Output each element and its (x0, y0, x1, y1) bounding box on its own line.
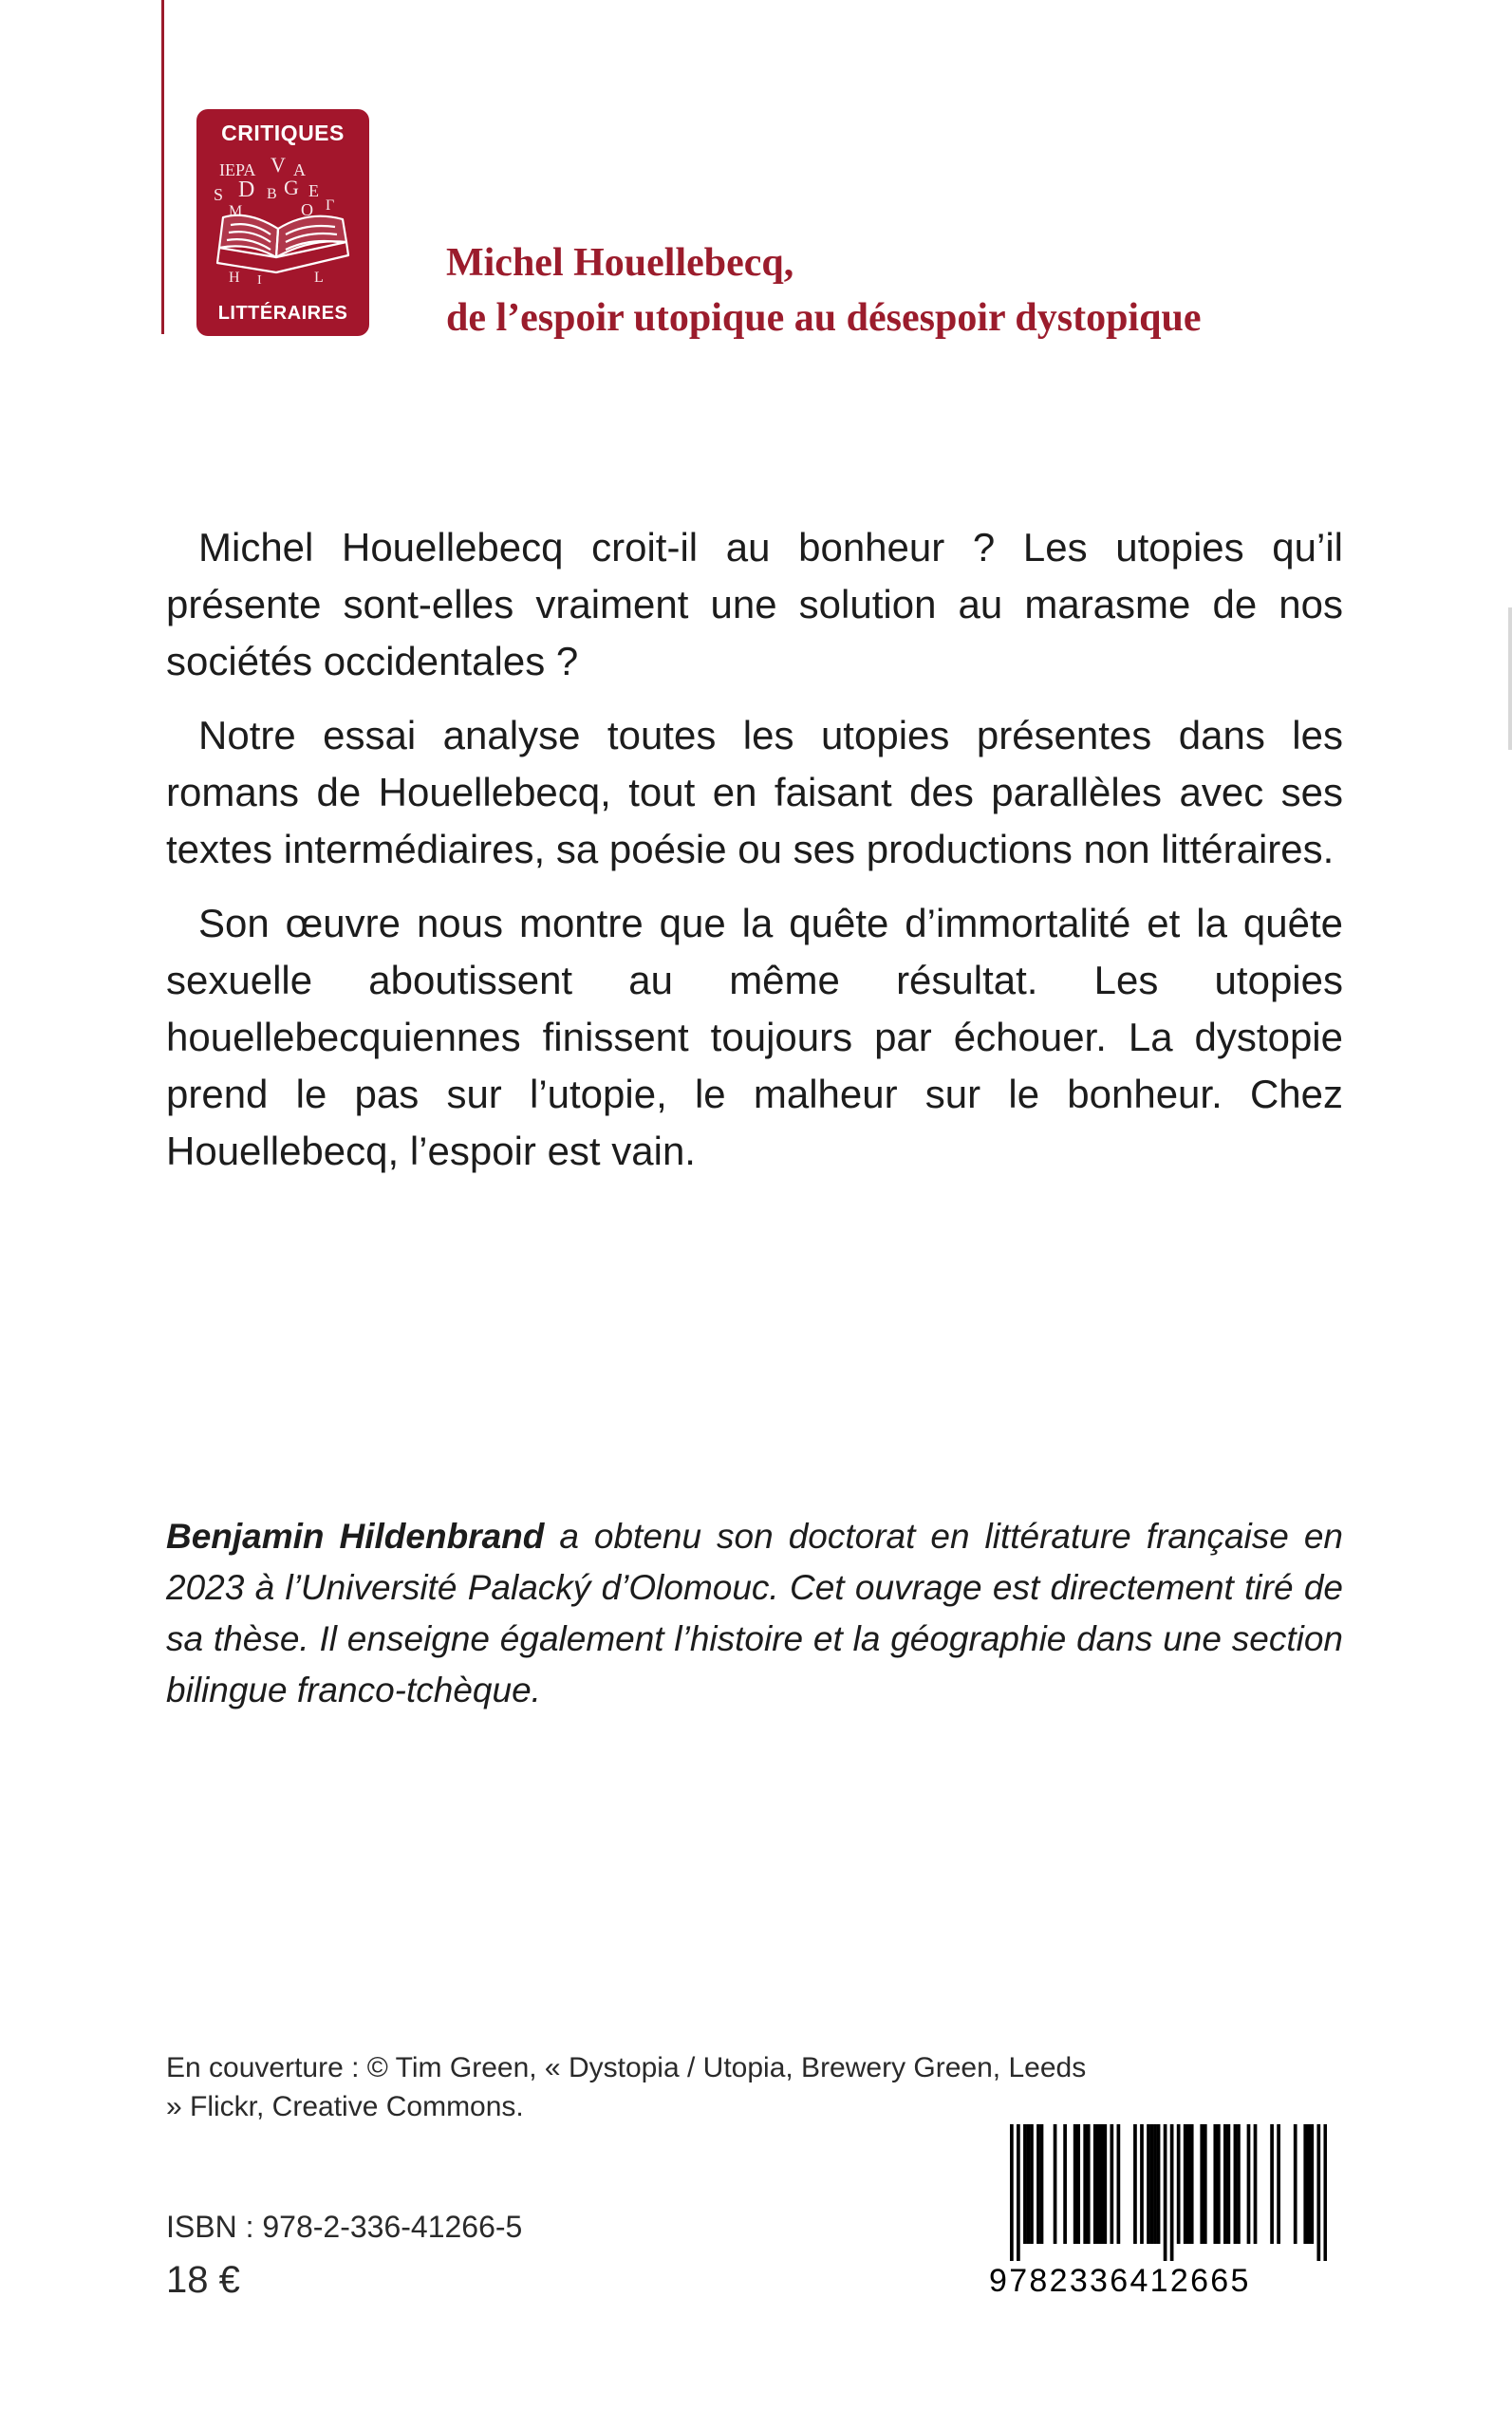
title-line-1: Michel Houellebecq, (446, 241, 794, 285)
barcode-bar (1237, 2124, 1241, 2244)
barcode-bar (1040, 2124, 1044, 2244)
isbn: ISBN : 978-2-336-41266-5 (166, 2210, 523, 2244)
barcode-bar (1087, 2124, 1091, 2244)
barcode-bar (1054, 2124, 1057, 2244)
svg-text:E: E (308, 181, 319, 200)
barcode-bar (1083, 2124, 1087, 2244)
summary-paragraph-3: Son œuvre nous montre que la quête d’immortalité et la quête sexuelle aboutissent au même résultat. Les utopies houellebecquiennes finissent toujours par échouer. La dystopie prend le pas sur l’utopie, le malheur sur le bonheur. Chez Houellebecq, l’espoir est vain. (166, 901, 1343, 1173)
barcode-bar (1310, 2124, 1314, 2244)
logo-top-label: CRITIQUES (221, 121, 345, 145)
barcode-bar (1254, 2124, 1258, 2244)
barcode-bar (1023, 2124, 1027, 2244)
barcode-bar (1323, 2124, 1327, 2261)
svg-text:A: A (293, 160, 306, 179)
barcode-bar (1184, 2124, 1187, 2244)
svg-text:IEPA: IEPA (219, 160, 256, 179)
summary-paragraph-2: Notre essai analyse toutes les utopies présentes dans les romans de Houellebecq, tout en faisant des parallèles avec ses textes intermédiaires, sa poésie ou ses productions non littéraires. (166, 713, 1343, 871)
barcode-bar (1076, 2124, 1080, 2244)
vertical-red-rule (161, 0, 164, 334)
barcode-bar (1270, 2124, 1274, 2244)
book-summary (166, 519, 1343, 1197)
svg-text:B: B (267, 186, 277, 202)
barcode-bar (1186, 2124, 1190, 2244)
barcode-bar (1316, 2124, 1320, 2261)
barcode-bar (1303, 2124, 1307, 2244)
svg-text:G: G (284, 176, 299, 199)
barcode-bar (1227, 2124, 1231, 2244)
barcode-bar (1157, 2124, 1161, 2244)
barcode-bar (1036, 2124, 1040, 2244)
cover-credit: En couverture : © Tim Green, « Dystopia / Utopia, Brewery Green, Leeds » Flickr, Creative Commons. (166, 2052, 1087, 2122)
barcode-bar (1096, 2124, 1100, 2244)
title-line-2: de l’espoir utopique au désespoir dystopique (446, 296, 1202, 340)
barcode-bar (1073, 2124, 1077, 2244)
svg-text:D: D (238, 177, 255, 202)
barcode-bar (1150, 2124, 1154, 2244)
open-book-letters-icon (210, 151, 356, 293)
barcode-bar (1017, 2124, 1020, 2261)
barcode-bar (1294, 2124, 1297, 2244)
svg-text:I: I (257, 273, 262, 288)
barcode-bar (1217, 2124, 1221, 2244)
barcode-bar (1170, 2124, 1174, 2261)
svg-text:L: L (314, 270, 324, 286)
barcode-bar (1093, 2124, 1097, 2244)
barcode-bar (1063, 2124, 1067, 2244)
collection-logo (196, 109, 369, 336)
logo-bottom-label: LITTÉRAIRES (217, 303, 348, 324)
barcode-bar (1147, 2124, 1150, 2244)
barcode-bar (1100, 2124, 1104, 2244)
barcode-bar (1234, 2124, 1238, 2244)
barcode-bar (1153, 2124, 1157, 2244)
barcode-bar (1213, 2124, 1217, 2244)
barcode-bar (1307, 2124, 1311, 2244)
svg-text:Γ: Γ (326, 197, 335, 214)
barcode-bar (1010, 2124, 1014, 2261)
barcode-bar (1164, 2124, 1167, 2261)
ean13-barcode-icon (989, 2124, 1327, 2261)
svg-text:S: S (214, 185, 224, 204)
barcode-bar (1190, 2124, 1194, 2244)
barcode-bar (1133, 2124, 1137, 2244)
svg-text:V: V (271, 153, 286, 177)
svg-text:O: O (301, 200, 313, 219)
price: 18 € (166, 2259, 240, 2301)
book-title (446, 235, 1201, 345)
edge-mark (1508, 607, 1512, 750)
barcode-bar (1027, 2124, 1031, 2244)
barcode-bar (1223, 2124, 1227, 2244)
barcode-bar (1277, 2124, 1280, 2244)
barcode-bar (1247, 2124, 1251, 2244)
barcode-bar (1030, 2124, 1034, 2244)
author-bio-text: a obtenu son doctorat en littérature française en 2023 à l’Université Palacký d’Olomouc. Cet ouvrage est directement tiré de sa thèse. Il enseigne également l’histoire et la géographie dans une section bilingue franco-tchèque. (166, 1517, 1343, 1709)
barcode-bar (1177, 2124, 1181, 2244)
svg-text:H: H (229, 270, 240, 286)
barcode-bar (1140, 2124, 1144, 2244)
author-bio (166, 1511, 1343, 1716)
author-name: Benjamin Hildenbrand (166, 1517, 545, 1556)
barcode-bar (1103, 2124, 1107, 2244)
barcode-bar (1204, 2124, 1207, 2244)
barcode-bar (1117, 2124, 1121, 2244)
barcode-bar (1110, 2124, 1113, 2244)
barcode-digits: 9782336412665 (989, 2263, 1251, 2299)
barcode-bar (1200, 2124, 1204, 2244)
summary-paragraph-1: Michel Houellebecq croit-il au bonheur ? Les utopies qu’il présente sont-elles vraiment une solution au marasme de nos sociétés occidentales ? (166, 525, 1343, 683)
svg-text:M: M (229, 203, 243, 219)
